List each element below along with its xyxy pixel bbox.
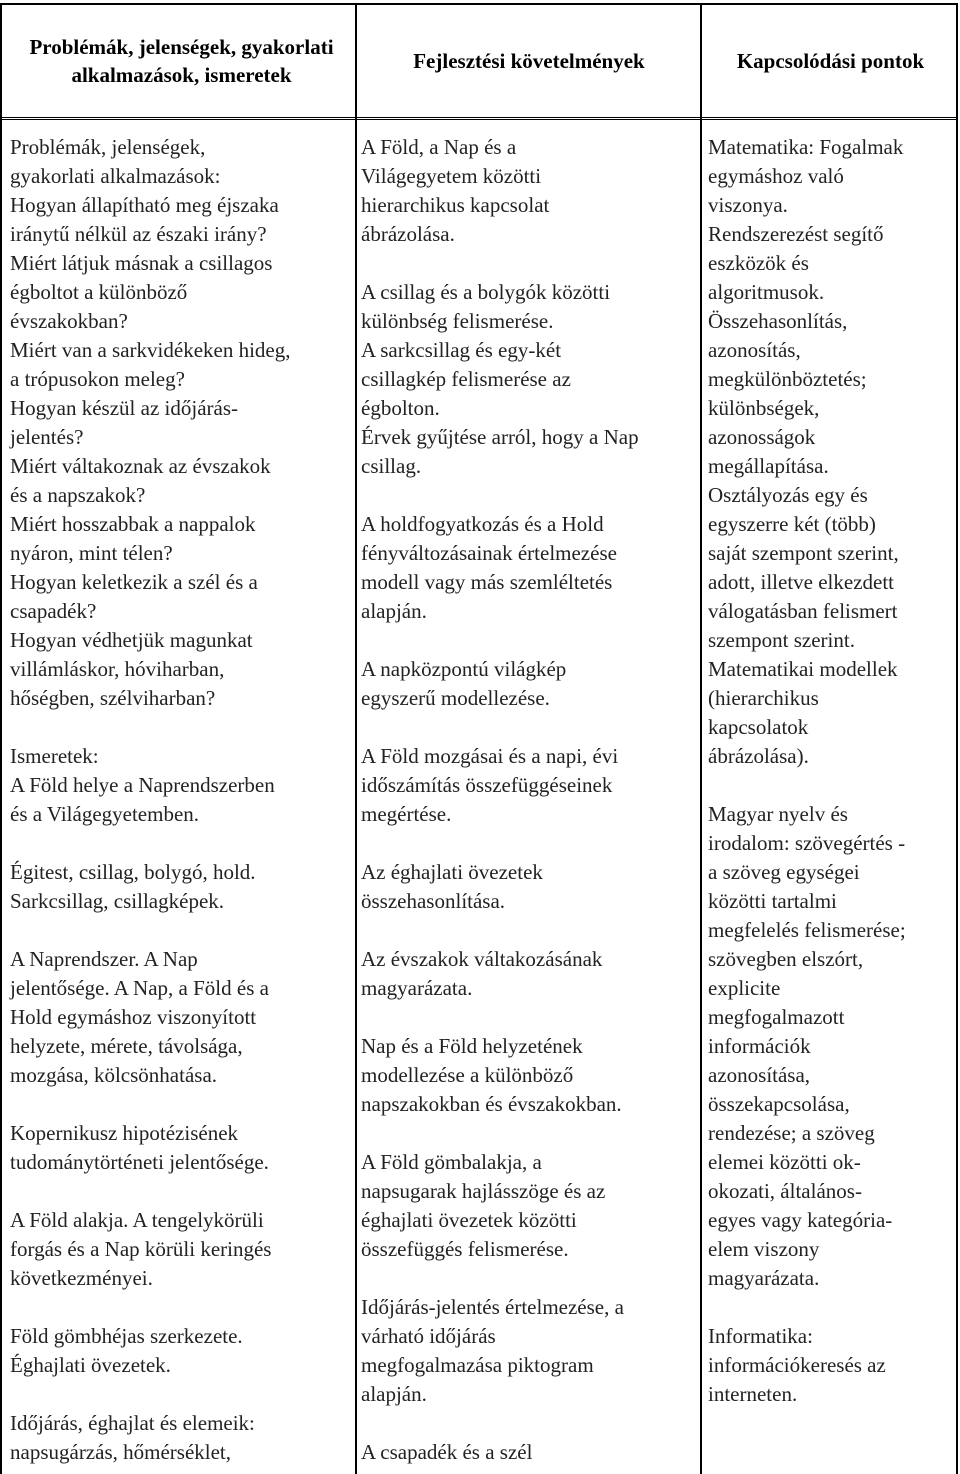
text-line: A napközpontú világkép [361, 657, 567, 681]
text-line: Az éghajlati övezetek [361, 860, 543, 884]
text-line: ábrázolása. [361, 222, 455, 246]
text-line: Magyar nyelv és [708, 802, 848, 826]
text-line: Sarkcsillag, csillagképek. [10, 889, 225, 913]
column-divider [355, 5, 357, 1474]
header-cell-connections: Kapcsolódási pontok [736, 48, 925, 73]
text-line: és a napszakok? [10, 483, 146, 507]
text-line: közötti tartalmi [708, 889, 837, 913]
text-line: kapcsolatok [708, 715, 809, 739]
text-line: A Föld helye a Naprendszerben [10, 773, 275, 797]
text-line: A Föld gömbalakja, a [361, 1150, 542, 1174]
text-line: elem viszony [708, 1237, 820, 1261]
text-line: Éghajlati övezetek. [10, 1353, 171, 1377]
text-line: hierarchikus kapcsolat [361, 193, 550, 217]
text-line: elemei közötti ok- [708, 1150, 861, 1174]
text-line: saját szempont szerint, [708, 541, 899, 565]
text-line: égbolton. [361, 396, 440, 420]
text-line: Az évszakok váltakozásának [361, 947, 603, 971]
text-line: A csapadék és a szél [361, 1440, 533, 1464]
text-line: mozgása, kölcsönhatása. [10, 1063, 218, 1087]
text-line: szövegben elszórt, [708, 947, 864, 971]
text-line: gyakorlati alkalmazások: [10, 164, 221, 188]
text-line: A Föld alakja. A tengelykörüli [10, 1208, 264, 1232]
text-line: válogatásban felismert [708, 599, 898, 623]
text-line: napszakokban és évszakokban. [361, 1092, 622, 1116]
text-line: megfogalmazott [708, 1005, 845, 1029]
text-line: Kopernikusz hipotézisének [10, 1121, 239, 1145]
curriculum-table [0, 3, 958, 1474]
text-line: algoritmusok. [708, 280, 825, 304]
text-line: Időjárás, éghajlat és elemeik: [10, 1411, 255, 1435]
text-line: tudománytörténeti jelentősége. [10, 1150, 269, 1174]
text-line: Rendszerezést segítő [708, 222, 884, 246]
text-line: A Föld mozgásai és a napi, évi [361, 744, 619, 768]
text-line: a szöveg egységei [708, 860, 860, 884]
text-line: Informatika: [708, 1324, 813, 1348]
text-line: helyzete, mérete, távolsága, [10, 1034, 243, 1058]
text-line: Ismeretek: [10, 744, 99, 768]
text-line: Hogyan védhetjük magunkat [10, 628, 253, 652]
text-line: viszonya. [708, 193, 788, 217]
text-line: alapján. [361, 1382, 427, 1406]
text-line: információkeresés az [708, 1353, 886, 1377]
text-line: megfelelés felismerése; [708, 918, 906, 942]
text-line: (hierarchikus [708, 686, 819, 710]
text-line: összehasonlítása. [361, 889, 506, 913]
text-line: összefüggés felismerése. [361, 1237, 569, 1261]
header-cell-problems: Problémák, jelenségek, gyakorlati alkalmazások, ismeretek [29, 34, 334, 87]
text-line: modell vagy más szemléltetés [361, 570, 613, 594]
text-line: Föld gömbhéjas szerkezete. [10, 1324, 243, 1348]
text-line: megfogalmazása piktogram [361, 1353, 594, 1377]
text-line: alapján. [361, 599, 427, 623]
text-line: iránytű nélkül az északi irány? [10, 222, 267, 246]
text-line: egyszerre két (több) [708, 512, 876, 536]
text-line: egymáshoz való [708, 164, 844, 188]
text-line: A holdfogyatkozás és a Hold [361, 512, 604, 536]
text-line: rendezése; a szöveg [708, 1121, 875, 1145]
text-line: nyáron, mint télen? [10, 541, 173, 565]
text-line: Nap és a Föld helyzetének [361, 1034, 583, 1058]
text-line: A csillag és a bolygók közötti [361, 280, 611, 304]
text-line: jelentés? [10, 425, 84, 449]
text-line: különbségek, [708, 396, 820, 420]
text-line: Érvek gyűjtése arról, hogy a Nap [361, 425, 639, 449]
text-line: A sarkcsillag és egy-két [361, 338, 562, 362]
text-line: csillag. [361, 454, 422, 478]
text-line: megállapítása. [708, 454, 829, 478]
text-line: magyarázata. [708, 1266, 820, 1290]
text-line: Égitest, csillag, bolygó, hold. [10, 860, 256, 884]
text-line: Hogyan keletkezik a szél és a [10, 570, 258, 594]
text-line: megértése. [361, 802, 452, 826]
text-line: modellezése a különböző [361, 1063, 574, 1087]
header-cell-requirements: Fejlesztési követelmények [413, 48, 645, 73]
text-line: különbség felismerése. [361, 309, 554, 333]
text-line: A Föld, a Nap és a [361, 135, 517, 159]
text-line: azonosságok [708, 425, 816, 449]
column-divider [700, 5, 702, 1474]
text-line: Időjárás-jelentés értelmezése, a [361, 1295, 624, 1319]
text-line: Miért hosszabbak a nappalok [10, 512, 256, 536]
text-line: összekapcsolása, [708, 1092, 850, 1116]
text-line: ábrázolása). [708, 744, 809, 768]
text-line: fényváltozásainak értelmezése [361, 541, 617, 565]
text-line: egyszerű modellezése. [361, 686, 550, 710]
text-line: a trópusokon meleg? [10, 367, 185, 391]
text-line: azonosítása, [708, 1063, 811, 1087]
text-line: időszámítás összefüggéseinek [361, 773, 613, 797]
text-line: egyes vagy kategória- [708, 1208, 893, 1232]
text-line: szempont szerint. [708, 628, 855, 652]
text-line: adott, illetve elkezdett [708, 570, 895, 594]
text-line: Miért váltakoznak az évszakok [10, 454, 271, 478]
text-line: Osztályozás egy és [708, 483, 868, 507]
text-line: Hogyan készül az időjárás- [10, 396, 238, 420]
text-line: várható időjárás [361, 1324, 496, 1348]
column-connections [708, 133, 958, 1409]
text-line: napsugárzás, hőmérséklet, [10, 1440, 232, 1464]
text-line: Matematikai modellek [708, 657, 898, 681]
column-problems [10, 133, 353, 1467]
text-line: A Naprendszer. A Nap [10, 947, 198, 971]
text-line: Összehasonlítás, [708, 309, 848, 333]
text-line: megkülönböztetés; [708, 367, 867, 391]
text-line: magyarázata. [361, 976, 473, 1000]
text-line: Világegyetem közötti [361, 164, 542, 188]
text-line: csapadék? [10, 599, 97, 623]
text-line: interneten. [708, 1382, 798, 1406]
text-line: Matematika: Fogalmak [708, 135, 904, 159]
text-line: eszközök és [708, 251, 809, 275]
text-line: explicite [708, 976, 781, 1000]
text-line: éghajlati övezetek közötti [361, 1208, 577, 1232]
text-line: Problémák, jelenségek, [10, 135, 206, 159]
text-line: és a Világegyetemben. [10, 802, 200, 826]
text-line: Miért látjuk másnak a csillagos [10, 251, 273, 275]
text-line: okozati, általános- [708, 1179, 862, 1203]
text-line: csillagkép felismerése az [361, 367, 571, 391]
text-line: napsugarak hajlásszöge és az [361, 1179, 606, 1203]
text-line: évszakokban? [10, 309, 128, 333]
text-line: égboltot a különböző [10, 280, 188, 304]
text-line: jelentősége. A Nap, a Föld és a [10, 976, 269, 1000]
header-divider [2, 117, 956, 120]
column-requirements [361, 133, 699, 1467]
text-line: Hogyan állapítható meg éjszaka [10, 193, 279, 217]
text-line: információk [708, 1034, 811, 1058]
text-line: irodalom: szövegértés - [708, 831, 906, 855]
text-line: következményei. [10, 1266, 153, 1290]
text-line: azonosítás, [708, 338, 801, 362]
text-line: villámláskor, hóviharban, [10, 657, 225, 681]
text-line: hőségben, szélviharban? [10, 686, 216, 710]
text-line: Miért van a sarkvidékeken hideg, [10, 338, 291, 362]
text-line: forgás és a Nap körüli keringés [10, 1237, 272, 1261]
text-line: Hold egymáshoz viszonyított [10, 1005, 257, 1029]
